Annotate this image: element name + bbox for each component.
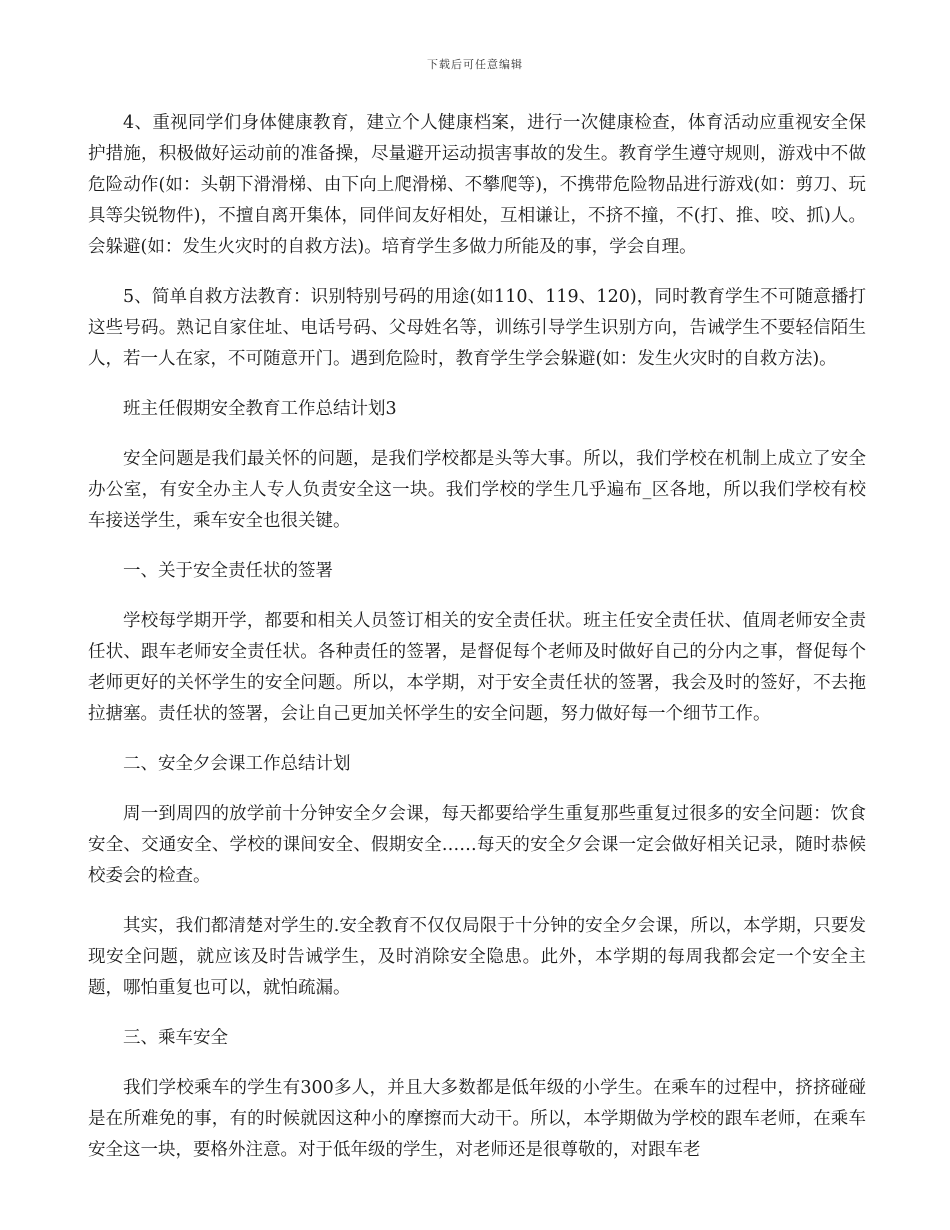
section-heading-responsibility: 一、关于安全责任状的签署 (123, 561, 333, 581)
paragraph-safety-theme: 其实，我们都清楚对学生的.安全教育不仅仅局限于十分钟的安全夕会课，所以，本学期，只要发现安全问题，就应该及时告诫学生，及时消除安全隐患。此外，本学期的每周我都会定一个安全主题，哪怕重复也可以，就怕疏漏。 (88, 916, 866, 998)
paragraph-bus-safety: 我们学校乘车的学生有300多人，并且大多数都是低年级的小学生。在乘车的过程中，挤挤碰碰是在所难免的事，有的时候就因这种小的摩擦而大动干。所以，本学期做为学校的跟车老师，在乘车安全这一块，要格外注意。对于低年级的学生，对老师还是很尊敬的，对跟车老 (88, 1078, 866, 1160)
document-body (88, 108, 866, 1166)
paragraph-safety-intro: 安全问题是我们最关怀的问题，是我们学校都是头等大事。所以，我们学校在机制上成立了安全办公室，有安全办主人专人负责安全这一块。我们学校的学生几乎遍布_区各地，所以我们学校有校车接送学生，乘车安全也很关键。 (88, 449, 866, 531)
page-header: 下载后可任意编辑 (427, 58, 523, 71)
paragraph-responsibility: 学校每学期开学，都要和相关人员签订相关的安全责任状。班主任安全责任状、值周老师安全责任状、跟车老师安全责任状。各种责任的签署，是督促每个老师及时做好自己的分内之事，督促每个老师更好的关怀学生的安全问题。所以，本学期，对于安全责任状的签署，我会及时的签好，不去拖拉搪塞。责任状的签署，会让自己更加关怀学生的安全问题，努力做好每一个细节工作。 (88, 611, 866, 724)
section-heading-evening-class: 二、安全夕会课工作总结计划 (123, 754, 351, 774)
section-title-plan-3: 班主任假期安全教育工作总结计划3 (123, 399, 397, 419)
paragraph-evening-class: 周一到周四的放学前十分钟安全夕会课，每天都要给学生重复那些重复过很多的安全问题：饮食安全、交通安全、学校的课间安全、假期安全……每天的安全夕会课一定会做好相关记录，随时恭候校委会的检查。 (88, 804, 866, 886)
section-heading-bus-safety: 三、乘车安全 (123, 1028, 228, 1048)
paragraph-health-education: 4、重视同学们身体健康教育，建立个人健康档案，进行一次健康检查，体育活动应重视安全保护措施，积极做好运动前的准备操，尽量避开运动损害事故的发生。教育学生遵守规则，游戏中不做危险动作(如：头朝下滑滑梯、由下向上爬滑梯、不攀爬等)，不携带危险物品进行游戏(如：剪刀、玩具等尖锐物件)，不擅自离开集体，同伴间友好相处，互相谦让，不挤不撞，不(打、推、咬、抓)人。会躲避(如：发生火灾时的自救方法)。培育学生多做力所能及的事，学会自理。 (88, 113, 866, 257)
paragraph-self-rescue: 5、简单自救方法教育：识别特别号码的用途(如110、119、120)，同时教育学生不可随意播打这些号码。熟记自家住址、电话号码、父母姓名等，训练引导学生识别方向，告诫学生不要轻信陌生人，若一人在家，不可随意开门。遇到危险时，教育学生学会躲避(如：发生火灾时的自救方法)。 (88, 287, 866, 369)
